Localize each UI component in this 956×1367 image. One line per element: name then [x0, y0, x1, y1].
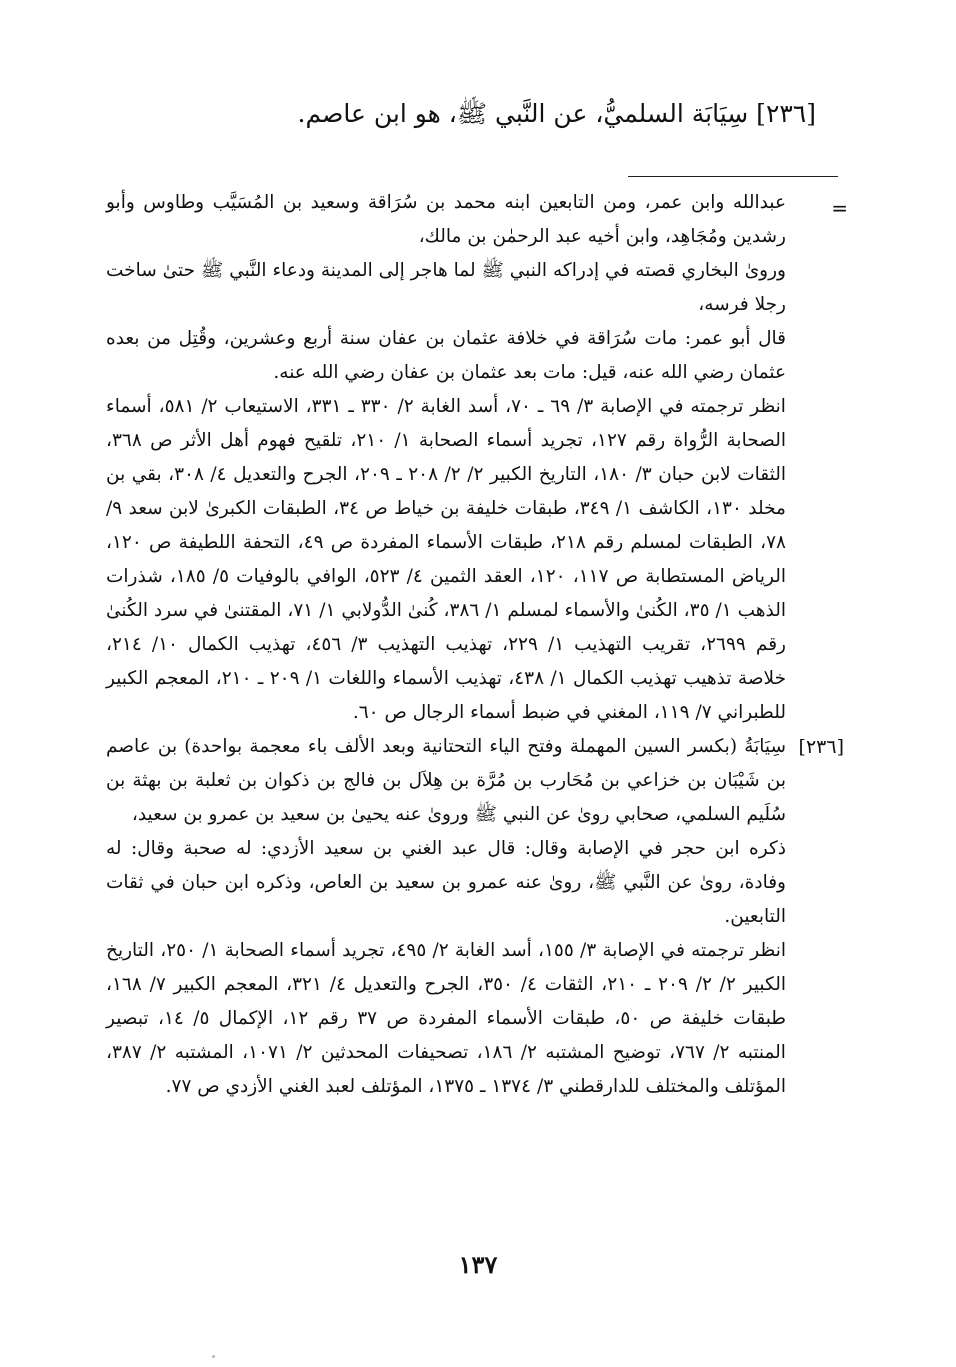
scan-speck	[212, 1355, 215, 1358]
footnote-divider	[628, 176, 838, 177]
footnote-paragraph: عبدالله وابن عمر، ومن التابعين ابنه محمد بن سُرَاقة وسعيد بن المُسَيَّب وطاوس وأبو رشدين ومُجَاهِد، وابن أخيه عبد الرحمٰن بن مالك،	[106, 192, 786, 247]
footnote-paragraph: سِيَابَةُ (بكسر السين المهملة وفتح الياء التحتانية وبعد الألف باء معجمة بواحدة) بن عاصم بن شَيْبَان بن خزاعي بن مُحَارب بن مُرَّة بن هِلاَل بن فالج بن ذكوان بن ثعلبة بن بهثة بن سُلَيم السلمي، صحابي روىٰ عن النبي ﷺ وروىٰ عنه يحيىٰ بن سعيد بن عمرو بن سعيد،	[106, 736, 786, 825]
page-number: ١٣٧	[458, 1250, 498, 1279]
footnote-paragraph: انظر ترجمته في الإصابة ٣/ ١٥٥، أسد الغابة ٢/ ٤٩٥، تجريد أسماء الصحابة ١/ ٢٥٠، التاريخ الكبير ٢/ ٢/ ٢٠٩ ـ ٢١٠، الثقات ٤/ ٣٥٠، الجرح والتعديل ٤/ ٣٢١، المعجم الكبير ٧/ ١٦٨، طبقات خليفة ص ٥٠، طبقات الأسماء المفردة ص ٣٧ رقم ١٢، الإكمال ٥/ ١٤، تبصير المنتبه ٢/ ٧٦٧، توضيح المشتبه ٢/ ١٨٦، تصحيفات المحدثين ٢/ ١٠٧١، المشتبه ٢/ ٣٨٧، المؤتلف والمختلف للدارقطني ٣/ ١٣٧٤ ـ ١٣٧٥، المؤتلف لعبد الغني الأزدي ص ٧٧.	[106, 940, 786, 1097]
continuation-marker: =	[831, 196, 848, 220]
footnote-paragraph: ذكره ابن حجر في الإصابة وقال: قال عبد الغني بن سعيد الأزدي: له صحبة وقال: له وفادة، روىٰ عن النَّبي ﷺ، روىٰ عنه عمرو بن سعيد بن العاص، وذكره ابن حبان في ثقات التابعين.	[106, 838, 786, 927]
footnote-paragraph: انظر ترجمته في الإصابة ٣/ ٦٩ ـ ٧٠، أسد الغابة ٢/ ٣٣٠ ـ ٣٣١، الاستيعاب ٢/ ٥٨١، أسماء الصحابة الرُّواة رقم ١٢٧، تجريد أسماء الصحابة ١/ ٢١٠، تلقيح فهوم أهل الأثر ص ٣٦٨، الثقات لابن حبان ٣/ ١٨٠، التاريخ الكبير ٢/ ٢/ ٢٠٨ ـ ٢٠٩، الجرح والتعديل ٤/ ٣٠٨، بقي بن مخلد ١٣٠، الكاشف ١/ ٣٤٩، طبقات خليفة بن خياط ص ٣٤، الطبقات الكبرىٰ لابن سعد ٩/ ٧٨، الطبقات لمسلم رقم ٢١٨، طبقات الأسماء المفردة ص ٤٩، التحفة اللطيفة ص ١٢٠، الرياض المستطابة ص ١١٧، ١٢٠، العقد الثمين ٤/ ٥٢٣، الوافي بالوفيات ٥/ ١٨٥، شذرات الذهب ١/ ٣٥، الكُنىٰ والأسماء لمسلم ١/ ٣٨٦، كُنىٰ الدُّولابي ١/ ٧١، المقتنىٰ في سرد الكُنىٰ رقم ٢٦٩٩، تقريب التهذيب ١/ ٢٢٩، تهذيب التهذيب ٣/ ٤٥٦، تهذيب الكمال ١٠/ ٢١٤، خلاصة تذهيب تهذيب الكمال ١/ ٤٣٨، تهذيب الأسماء واللغات ١/ ٢٠٩ ـ ٢١٠، المعجم الكبير للطبراني ٧/ ١١٩، المغني في ضبط أسماء الرجال ص ٦٠.	[106, 396, 787, 723]
footnote-paragraph: وروىٰ البخاري قصته في إدراكه النبي ﷺ لما هاجر إلى المدينة ودعاء النَّبي ﷺ حتىٰ ساخت رجلا فرسه،	[106, 260, 786, 315]
footnote-paragraph: قال أبو عمر: مات سُرَاقة في خلافة عثمان بن عفان سنة أربع وعشرين، وقُتِل من بعده عثمان رضي الله عنه، قيل: مات بعد عثمان بن عفان رضي الله عنه.	[106, 328, 786, 383]
footnote-entry-236	[106, 730, 844, 1104]
footnote-entry-number: [٢٣٦]	[798, 736, 844, 758]
main-entry-heading: [٢٣٦] سِيَابَة السلميُّ، عن النَّبي ﷺ، هو ابن عاصم.	[297, 99, 816, 128]
footnotes-section	[106, 186, 844, 1104]
